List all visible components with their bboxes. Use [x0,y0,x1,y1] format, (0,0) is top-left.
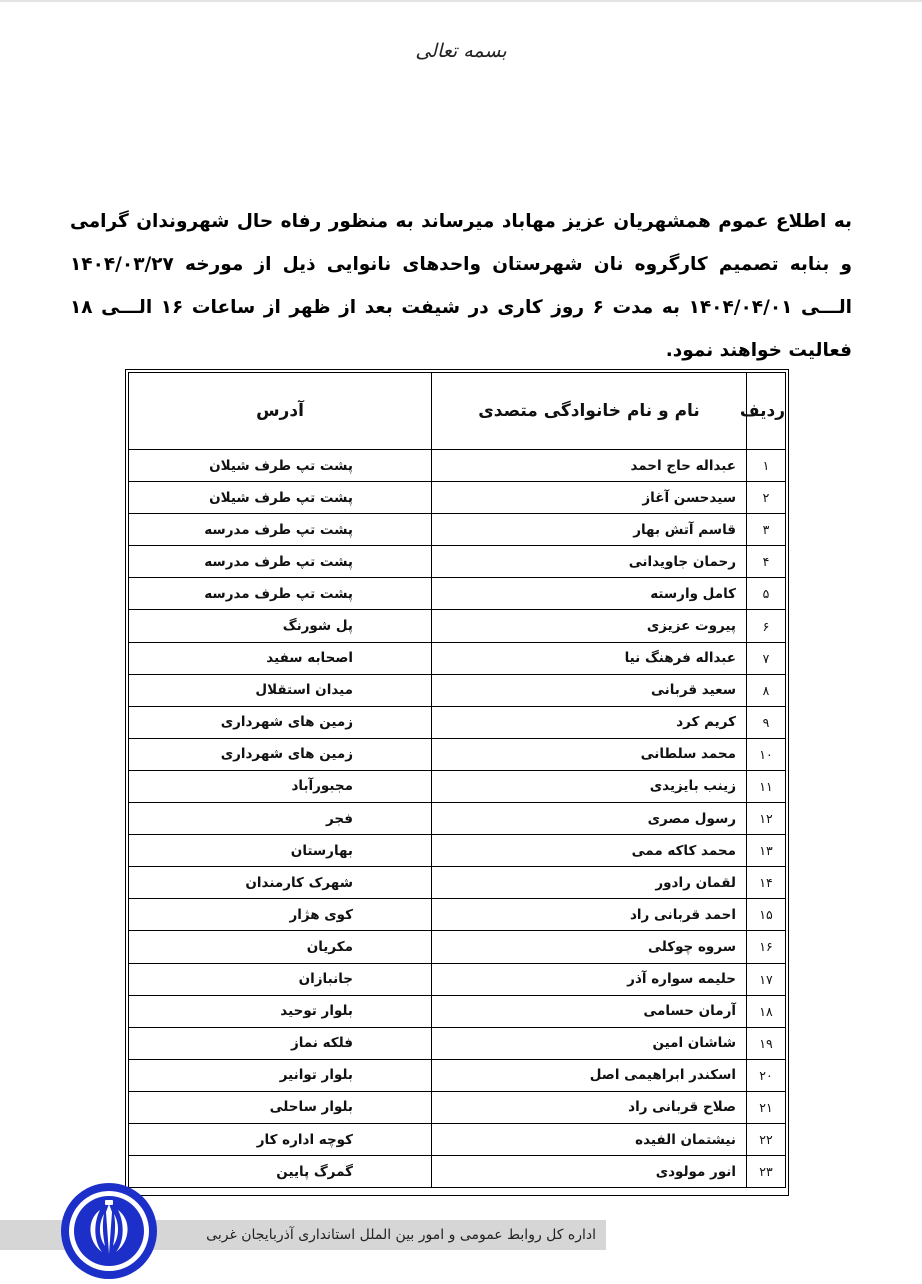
table-row [129,738,786,770]
bakery-address: پشت تپ طرف شیلان [129,482,432,514]
table-row [129,1123,786,1155]
row-number: ۱۶ [747,931,786,963]
operator-name: احمد قربانی راد [432,899,747,931]
bakery-address: زمین های شهرداری [129,706,432,738]
table-row [129,514,786,546]
bakery-address: زمین های شهرداری [129,738,432,770]
table-row [129,803,786,835]
row-number: ۲ [747,482,786,514]
bakery-address: بلوار توحید [129,995,432,1027]
bakery-address: اصحابه سفید [129,642,432,674]
bakery-table [125,369,789,1196]
operator-name: زینب بایزیدی [432,770,747,802]
bakery-address: فلکه نماز [129,1027,432,1059]
row-number: ۱۳ [747,835,786,867]
header-address: آدرس [129,373,432,450]
bakery-address: پشت تپ طرف مدرسه [129,578,432,610]
bakery-address: شهرک کارمندان [129,867,432,899]
iran-emblem-icon [58,1180,160,1282]
table-row [129,867,786,899]
announcement-paragraph: به اطلاع عموم همشهریان عزیز مهاباد میرساند به منظور رفاه حال شهروندان گرامی و بنابه تصمیم کارگروه نان شهرستان واحدهای نانوایی ذیل از مورخه ۱۴۰۴/۰۳/۲۷ الـــی ۱۴۰۴/۰۴/۰۱ به مدت ۶ روز کاری در شیفت بعد از ظهر از ساعات ۱۶ الـــی ۱۸ فعالیت خواهند نمود. [70,211,852,361]
bakery-address: گمرگ پایین [129,1156,432,1188]
operator-name: پیروت عزیزی [432,610,747,642]
table-body [129,450,786,1188]
table-row [129,610,786,642]
row-number: ۶ [747,610,786,642]
row-number: ۱۷ [747,963,786,995]
row-number: ۱۸ [747,995,786,1027]
header-number: ردیف [747,373,786,450]
bakery-address: میدان استقلال [129,674,432,706]
table-row [129,642,786,674]
table-row [129,1059,786,1091]
bakery-address: فجر [129,803,432,835]
bakery-address: پشت تپ طرف مدرسه [129,514,432,546]
table-row [129,546,786,578]
row-number: ۲۳ [747,1156,786,1188]
table-row [129,482,786,514]
operator-name: سروه چوکلی [432,931,747,963]
operator-name: عبداله حاج احمد [432,450,747,482]
row-number: ۹ [747,706,786,738]
bakery-address: مکریان [129,931,432,963]
operator-name: قاسم آتش بهار [432,514,747,546]
top-divider [0,0,922,2]
bakery-address: مجبورآباد [129,770,432,802]
operator-name: سیدحسن آغاز [432,482,747,514]
operator-name: اسکندر ابراهیمی اصل [432,1059,747,1091]
table-row [129,450,786,482]
operator-name: شاشان امین [432,1027,747,1059]
row-number: ۱۵ [747,899,786,931]
table-row [129,1027,786,1059]
table-row [129,706,786,738]
bakery-address: پشت تپ طرف مدرسه [129,546,432,578]
table-row [129,931,786,963]
table-row [129,963,786,995]
operator-name: محمد کاکه ممی [432,835,747,867]
operator-name: رحمان جاویدانی [432,546,747,578]
bakery-list [128,372,786,1188]
bakery-address: پل شورنگ [129,610,432,642]
bakery-address: پشت تپ طرف شیلان [129,450,432,482]
row-number: ۴ [747,546,786,578]
row-number: ۷ [747,642,786,674]
table-row [129,770,786,802]
table-row [129,995,786,1027]
row-number: ۱ [747,450,786,482]
row-number: ۲۱ [747,1091,786,1123]
operator-name: کریم کرد [432,706,747,738]
row-number: ۲۲ [747,1123,786,1155]
table-row [129,674,786,706]
table-row [129,1156,786,1188]
bakery-address: کوچه اداره کار [129,1123,432,1155]
table-row [129,1091,786,1123]
row-number: ۲۰ [747,1059,786,1091]
bakery-address: بلوار ساحلی [129,1091,432,1123]
bakery-address: بهارستان [129,835,432,867]
footer-text: اداره کل روابط عمومی و امور بین الملل استانداری آذربایجان غربی [206,1227,596,1243]
bakery-address: بلوار توانیر [129,1059,432,1091]
operator-name: محمد سلطانی [432,738,747,770]
table-row [129,578,786,610]
operator-name: آرمان حسامی [432,995,747,1027]
row-number: ۱۰ [747,738,786,770]
table-row [129,899,786,931]
header-calligraphy: بسمه تعالی [415,40,507,62]
row-number: ۵ [747,578,786,610]
operator-name: صلاح قربانی راد [432,1091,747,1123]
table-header-row [129,373,786,450]
operator-name: کامل وارسته [432,578,747,610]
header-name: نام و نام خانوادگی متصدی [432,373,747,450]
bakery-address: جانبازان [129,963,432,995]
row-number: ۸ [747,674,786,706]
row-number: ۱۲ [747,803,786,835]
operator-name: عبداله فرهنگ نیا [432,642,747,674]
row-number: ۱۹ [747,1027,786,1059]
operator-name: انور مولودی [432,1156,747,1188]
operator-name: حلیمه سواره آذر [432,963,747,995]
operator-name: سعید قربانی [432,674,747,706]
operator-name: لقمان رادور [432,867,747,899]
row-number: ۱۱ [747,770,786,802]
row-number: ۳ [747,514,786,546]
row-number: ۱۴ [747,867,786,899]
bakery-address: کوی هژار [129,899,432,931]
operator-name: نیشتمان الفیده [432,1123,747,1155]
operator-name: رسول مصری [432,803,747,835]
table-row [129,835,786,867]
